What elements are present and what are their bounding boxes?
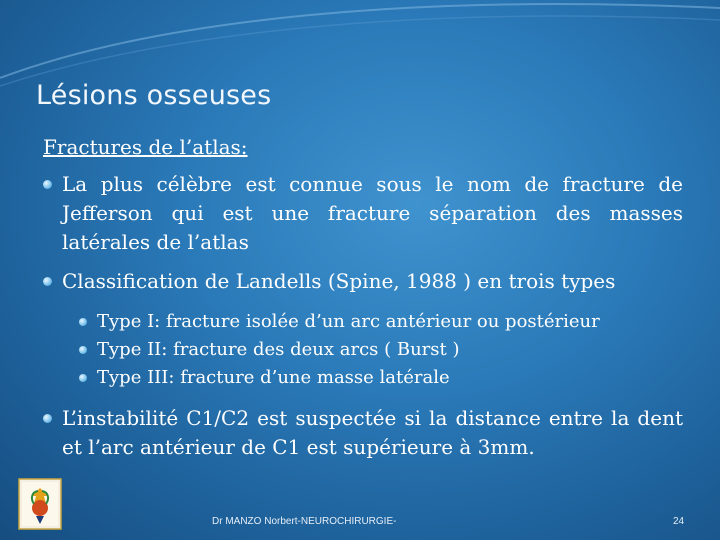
- sub-bullet-item: [79, 336, 683, 364]
- bullet-text: L’instabilité C1/C2 est suspectée si la distance entre la dent et l’arc antérieur de C1 est supérieure à 3mm.: [62, 406, 683, 459]
- sub-bullet-text: Type I: fracture isolée d’un arc antérieur ou postérieur: [97, 311, 600, 332]
- round-bullet-icon: [79, 346, 87, 354]
- slide-title: Lésions osseuses: [36, 80, 272, 111]
- sub-bullet-text: Type II: fracture des deux arcs ( Burst ): [97, 339, 460, 360]
- sub-bullet-item: [79, 308, 683, 336]
- slide-content: [43, 134, 683, 462]
- sub-bullet-text: Type III: fracture d’une masse latérale: [97, 367, 450, 388]
- footer-author: Dr MANZO Norbert-NEUROCHIRURGIE-: [212, 516, 397, 527]
- sub-bullet-item: [79, 364, 683, 392]
- round-bullet-icon: [79, 318, 87, 326]
- page-number: 24: [673, 516, 685, 527]
- bullet-text: La plus célèbre est connue sous le nom de fracture de Jefferson qui est une fracture séparation des masses latérales de l’atlas: [62, 172, 683, 254]
- section-subheading: Fractures de l’atlas:: [43, 135, 248, 159]
- decorative-arc: [0, 0, 720, 140]
- rooster-emblem-logo: [18, 478, 62, 530]
- round-bullet-icon: [43, 277, 52, 286]
- bullet-text: Classification de Landells (Spine, 1988 ) en trois types: [62, 269, 616, 293]
- bullet-item: [43, 404, 683, 462]
- bullet-item: [43, 267, 683, 296]
- round-bullet-icon: [79, 374, 87, 382]
- round-bullet-icon: [43, 180, 52, 189]
- bullet-item: [43, 170, 683, 257]
- round-bullet-icon: [43, 414, 52, 423]
